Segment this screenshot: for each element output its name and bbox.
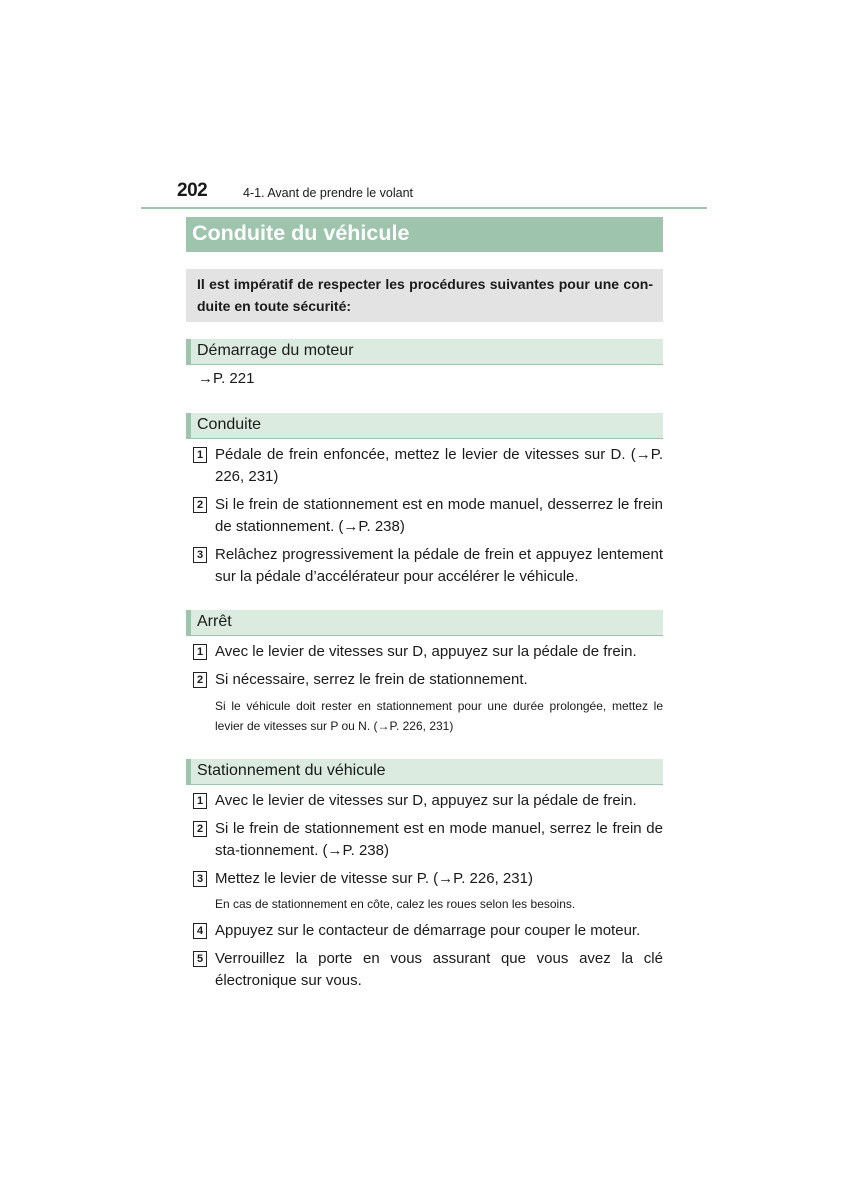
- step-text: Pédale de frein enfoncée, mettez le levier de vitesses sur D. (→P. 226, 231): [215, 446, 663, 485]
- steps-list-stationnement: [191, 790, 663, 992]
- step-item: [191, 948, 663, 992]
- step-number: 1: [193, 447, 207, 463]
- step-number: 2: [193, 672, 207, 688]
- step-text: Si le frein de stationnement est en mode manuel, serrez le frein de sta-tionnement. (→P. 238): [215, 820, 663, 859]
- section-heading-conduite: Conduite: [186, 413, 663, 439]
- step-item: [191, 818, 663, 862]
- page-reference: →P. 221: [198, 370, 255, 387]
- step-number: 2: [193, 497, 207, 513]
- steps-list-arret: [191, 641, 663, 736]
- step-text: Mettez le levier de vitesse sur P. (→P. 226, 231): [215, 870, 533, 887]
- step-number: 1: [193, 793, 207, 809]
- step-text: Avec le levier de vitesses sur D, appuyez sur la pédale de frein.: [215, 792, 637, 809]
- header-rule: [141, 207, 707, 209]
- step-item: [191, 790, 663, 812]
- step-number: 4: [193, 923, 207, 939]
- step-note: Si le véhicule doit rester en stationnement pour une durée prolongée, mettez le levier de vitesses sur P ou N. (→P. 226, 231): [215, 699, 663, 733]
- step-item: [191, 868, 663, 890]
- step-text: Appuyez sur le contacteur de démarrage pour couper le moteur.: [215, 922, 641, 939]
- step-text: Avec le levier de vitesses sur D, appuyez sur la pédale de frein.: [215, 643, 637, 660]
- step-item: [191, 920, 663, 942]
- chapter-title: 4-1. Avant de prendre le volant: [243, 186, 414, 200]
- section-heading-arret: Arrêt: [186, 610, 663, 636]
- step-number: 1: [193, 644, 207, 660]
- step-number: 5: [193, 951, 207, 967]
- step-number: 2: [193, 821, 207, 837]
- section-heading-demarrage: Démarrage du moteur: [186, 339, 663, 365]
- step-number: 3: [193, 547, 207, 563]
- step-item: [191, 494, 663, 538]
- step-note: En cas de stationnement en côte, calez les roues selon les besoins.: [215, 897, 576, 911]
- steps-list-conduite: [191, 444, 663, 588]
- step-text: Si nécessaire, serrez le frein de stationnement.: [215, 671, 528, 688]
- intro-box: Il est impératif de respecter les procédures suivantes pour une con-duite en toute sécurité:: [186, 269, 663, 322]
- step-item: [191, 544, 663, 588]
- step-item: [191, 444, 663, 488]
- step-text: Relâchez progressivement la pédale de frein et appuyez lentement sur la pédale d’accélérateur pour accélérer le véhicule.: [215, 546, 663, 585]
- page-title: Conduite du véhicule: [186, 217, 663, 252]
- step-item: [191, 641, 663, 663]
- step-item: [191, 669, 663, 691]
- page-number: 202: [177, 180, 208, 201]
- step-text: Verrouillez la porte en vous assurant que vous avez la clé électronique sur vous.: [215, 950, 663, 989]
- page-header: [141, 178, 707, 208]
- step-text: Si le frein de stationnement est en mode manuel, desserrez le frein de stationnement. (→P. 238): [215, 496, 663, 535]
- step-number: 3: [193, 871, 207, 887]
- section-heading-stationnement: Stationnement du véhicule: [186, 759, 663, 785]
